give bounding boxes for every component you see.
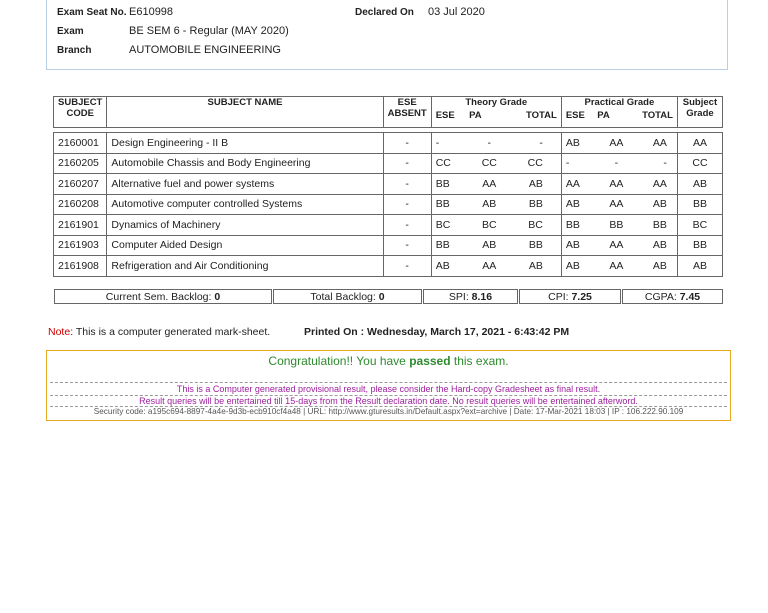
theory-pa: AA [482,259,497,272]
ese-absent: - [383,174,431,195]
theory-grade [431,256,561,277]
practical-pa: AA [609,177,624,190]
subject-name: Automotive computer controlled Systems [107,194,383,215]
note-text: : This is a computer generated mark-sheet. [70,326,271,338]
declared-label: Declared On [355,7,414,18]
practical-grade [561,153,677,174]
header-practical-grade: Practical Grade ESE PA TOTAL [561,97,677,128]
ese-absent: - [383,153,431,174]
subject-grade: BB [677,235,722,256]
header-subject-code: SUBJECT CODE [54,97,107,128]
ese-absent: - [383,235,431,256]
practical-pa: - [614,157,619,170]
subject-name: Automobile Chassis and Body Engineering [107,153,383,174]
practical-total: AA [652,136,667,149]
theory-ese: - [435,136,440,149]
subject-name: Design Engineering - II B [107,133,383,154]
theory-grade [431,174,561,195]
practical-total: - [663,157,667,170]
subject-code: 2161901 [54,215,107,236]
practical-pa: AA [609,259,624,272]
congratulation-message: Congratulation!! You have passed this exam. [268,354,509,368]
table-row [54,174,723,195]
current-backlog: Current Sem. Backlog: 0 [54,289,272,304]
practical-grade [561,174,677,195]
header-subject-grade: Subject Grade [677,97,722,128]
theory-pa: AB [482,239,497,252]
practical-ese: AB [565,198,580,211]
note-label: Note [48,326,71,338]
practical-grade [561,215,677,236]
spi: SPI: 8.16 [423,289,518,304]
theory-total: BB [528,239,543,252]
theory-grade [431,215,561,236]
header-theory-grade: Theory Grade ESE PA TOTAL [431,97,561,128]
practical-pa: AA [609,136,624,149]
theory-total: - [539,136,543,149]
practical-total: AB [652,239,667,252]
theory-ese: CC [435,157,451,170]
table-row [54,133,723,154]
practical-ese: AA [565,177,580,190]
ese-absent: - [383,133,431,154]
cpi: CPI: 7.25 [519,289,621,304]
theory-grade [431,235,561,256]
table-row [54,235,723,256]
queries-notice: Result queries will be entertained till 15-days from the Result declaration date. No result queries will be entertained afterword. [139,396,638,406]
practical-total: AB [652,198,667,211]
subject-name: Dynamics of Machinery [107,215,383,236]
marks-table [53,96,723,277]
exam-value: BE SEM 6 - Regular (MAY 2020) [129,25,289,37]
practical-pa: BB [609,218,624,231]
practical-ese: BB [565,218,580,231]
practical-grade [561,256,677,277]
header-subject-name: SUBJECT NAME [107,97,383,128]
practical-ese: AB [565,259,580,272]
table-row [54,153,723,174]
subject-grade: AB [677,174,722,195]
theory-pa: AB [482,198,497,211]
table-row [54,215,723,236]
declared-value: 03 Jul 2020 [428,6,485,18]
summary-row [54,289,723,305]
subject-name: Alternative fuel and power systems [107,174,383,195]
practical-ese: - [565,157,570,170]
theory-total: CC [527,157,543,170]
theory-ese: AB [435,259,450,272]
subject-code: 2160205 [54,153,107,174]
subject-grade: BB [677,194,722,215]
divider [50,382,727,383]
practical-grade [561,133,677,154]
practical-ese: AB [565,136,580,149]
exam-label: Exam [57,26,84,37]
total-backlog: Total Backlog: 0 [273,289,422,304]
theory-total: AB [528,177,543,190]
ese-absent: - [383,256,431,277]
theory-total: BB [528,198,543,211]
theory-pa: - [487,136,492,149]
subject-grade: BC [677,215,722,236]
theory-total: AB [528,259,543,272]
ese-absent: - [383,194,431,215]
seat-label: Exam Seat No. [57,7,127,18]
branch-label: Branch [57,45,92,56]
practical-total: BB [652,218,667,231]
theory-pa: AA [482,177,497,190]
table-row [54,256,723,277]
cgpa: CGPA: 7.45 [622,289,723,304]
subject-code: 2160208 [54,194,107,215]
theory-ese: BB [435,198,450,211]
practical-ese: AB [565,239,580,252]
subject-name: Refrigeration and Air Conditioning [107,256,383,277]
theory-pa: BC [481,218,497,231]
theory-ese: BB [435,177,450,190]
subject-code: 2160207 [54,174,107,195]
theory-ese: BB [435,239,450,252]
practical-pa: AA [609,239,624,252]
practical-pa: AA [609,198,624,211]
practical-grade [561,194,677,215]
result-box [46,350,731,421]
practical-grade [561,235,677,256]
header-ese-absent: ESE ABSENT [383,97,431,128]
theory-ese: BC [435,218,451,231]
subject-code: 2161908 [54,256,107,277]
theory-grade [431,194,561,215]
subject-code: 2160001 [54,133,107,154]
theory-pa: CC [481,157,497,170]
practical-total: AB [652,259,667,272]
subject-code: 2161903 [54,235,107,256]
security-code: Security code: a195c694-8897-4a4e-9d3b-ecb910cf4a48 | URL: http://www.gturesults.in/Default.aspx?ext=archive | Date: 17-Mar-2021 18:03 | IP : 106.222.90.109 [93,407,684,416]
theory-total: BC [528,218,543,231]
practical-total: AA [652,177,667,190]
table-row [54,194,723,215]
seat-value: E610998 [129,6,174,18]
subject-grade: AA [677,133,722,154]
theory-grade [431,133,561,154]
subject-grade: CC [677,153,722,174]
theory-grade [431,153,561,174]
note [48,326,270,338]
branch-value: AUTOMOBILE ENGINEERING [129,44,281,56]
subject-grade: AB [677,256,722,277]
subject-name: Computer Aided Design [107,235,383,256]
ese-absent: - [383,215,431,236]
provisional-notice: This is a Computer generated provisional result, please consider the Hard-copy Gradesheet as final result. [176,384,601,394]
printed-on: Printed On : Wednesday, March 17, 2021 - 6:43:42 PM [304,326,570,338]
